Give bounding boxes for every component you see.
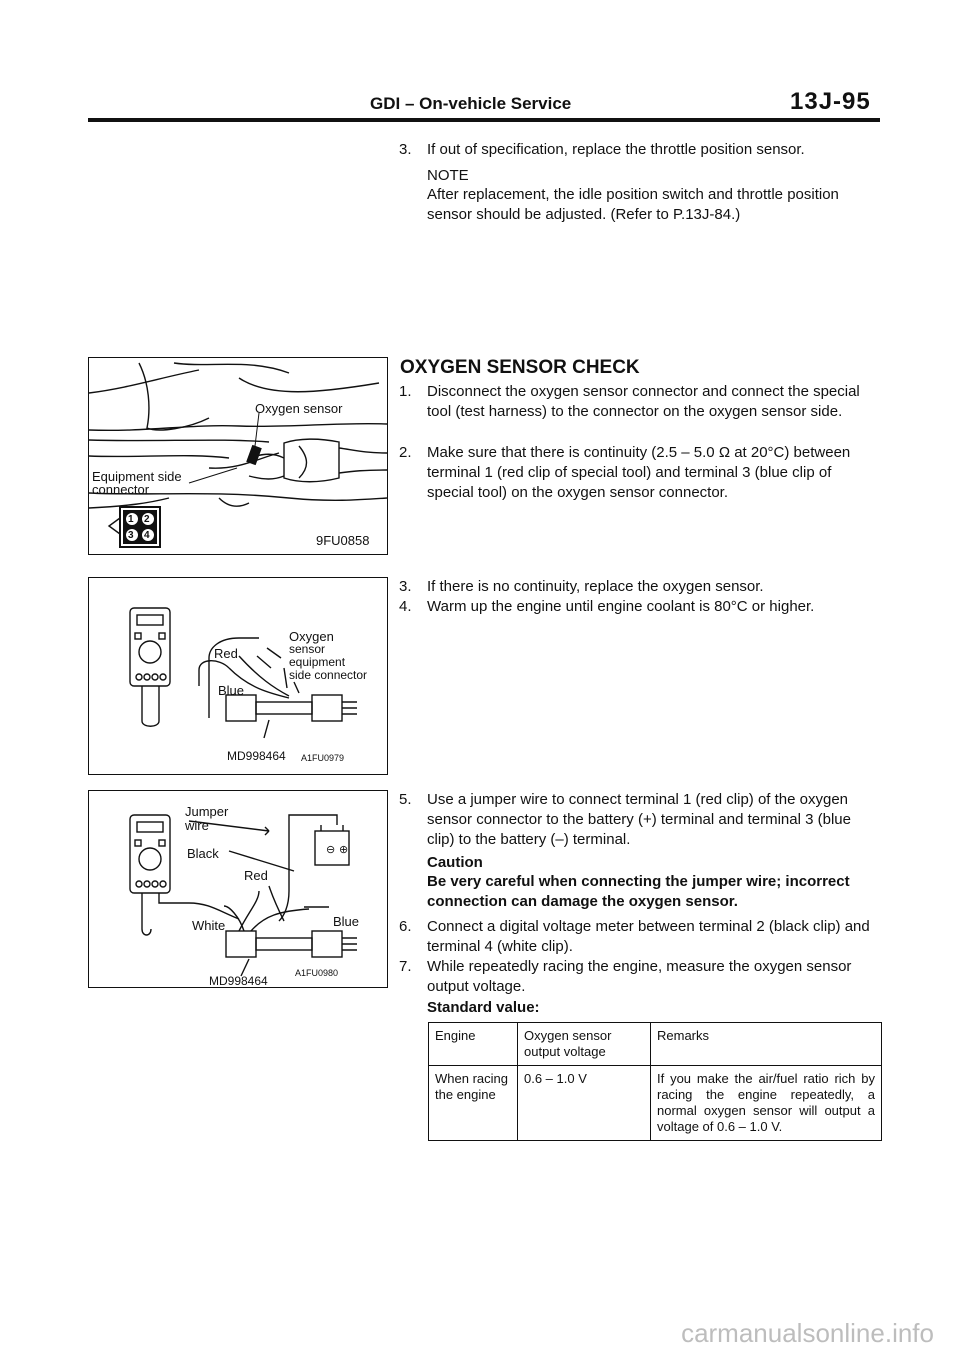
svg-text:⊕: ⊕ (339, 844, 349, 856)
figure-output-voltage-check (88, 790, 388, 988)
fig3-label-wire: wire (185, 818, 209, 833)
table-row (429, 1066, 882, 1141)
terminal-label: 1 (128, 514, 134, 525)
fig2-code: A1FU0979 (301, 753, 345, 763)
step-text: Disconnect the oxygen sensor connector and connect the special tool (test harness) to the connector on the oxygen sensor side. (427, 383, 860, 420)
svg-text:⊖: ⊖ (326, 844, 336, 856)
fig2-label-oxygen: Oxygen (289, 629, 334, 644)
step-5 (399, 790, 882, 850)
terminal-label: 2 (144, 514, 150, 525)
step-7 (399, 957, 882, 997)
step-text: Make sure that there is continuity (2.5 – 5.0 Ω at 20°C) between terminal 1 (red clip of special tool) and terminal 3 (blue clip of special tool) on the oxygen sensor connector. (427, 444, 851, 501)
table-header-cell: Oxygen sensor output voltage (518, 1023, 651, 1066)
fig3-label-black: Black (187, 846, 219, 861)
step-4 (399, 597, 882, 617)
step-number: 7. (399, 958, 412, 975)
caution-label: Caution (427, 854, 483, 871)
step-text: Connect a digital voltage meter between terminal 2 (black clip) and terminal 4 (white clip). (427, 918, 870, 955)
terminal-label: 4 (144, 530, 150, 541)
fig1-connector-label-line2: connector (92, 482, 150, 497)
fig1-connector-label-line1: Equipment side (92, 469, 182, 484)
table-header-row (429, 1023, 882, 1066)
table-cell: If you make the air/fuel ratio rich by racing the engine repeatedly, a normal oxygen sensor will output a voltage of 0.6 – 1.0 V. (651, 1066, 882, 1141)
step-text: Use a jumper wire to connect terminal 1 (red clip) of the oxygen sensor connector to the battery (+) terminal and terminal 3 (blue clip) to the battery (–) terminal. (427, 791, 851, 848)
fig3-label-red: Red (244, 868, 268, 883)
step-number: 3. (399, 578, 412, 595)
fig3-label-white: White (192, 918, 226, 933)
step-6 (399, 917, 882, 957)
table-header-cell: Engine (429, 1023, 518, 1066)
fig2-label-side-connector: side connector (289, 668, 368, 682)
step-number: 6. (399, 918, 412, 935)
step-throttle-replace (399, 140, 882, 160)
step-text: If out of specification, replace the throttle position sensor. (427, 141, 805, 158)
step-text: Warm up the engine until engine coolant is 80°C or higher. (427, 598, 815, 615)
note-text: After replacement, the idle position switch and throttle position sensor should be adjusted. (Refer to P.13J-84.) (427, 186, 839, 223)
step-2 (399, 443, 882, 503)
figure-continuity-check (88, 577, 388, 775)
step-number: 1. (399, 383, 412, 400)
table-header-cell: Remarks (651, 1023, 882, 1066)
fig3-code: A1FU0980 (295, 968, 339, 978)
watermark-text: carmanualsonline.info (681, 1318, 934, 1348)
fig1-sensor-label: Oxygen sensor (255, 401, 343, 416)
fig2-label-sensor: sensor (289, 642, 326, 656)
oxygen-sensor-check-heading: OXYGEN SENSOR CHECK (400, 357, 640, 378)
page-number: 13J-95 (790, 88, 871, 115)
section-title: GDI – On-vehicle Service (370, 94, 572, 113)
fig2-label-blue: Blue (218, 683, 245, 698)
step-number: 3. (399, 141, 412, 158)
fig3-label-blue: Blue (333, 914, 360, 929)
step-number: 2. (399, 444, 412, 461)
step-3 (399, 577, 882, 597)
fig3-tool-number: MD998464 (209, 974, 268, 988)
step-number: 4. (399, 598, 412, 615)
caution-text: Be very careful when connecting the jumper wire; incorrect connection can damage the oxygen sensor. (427, 873, 850, 910)
standard-value-label: Standard value: (427, 999, 540, 1016)
step-text: While repeatedly racing the engine, measure the oxygen sensor output voltage. (427, 958, 852, 995)
terminal-label: 3 (128, 530, 134, 541)
jumper-wire-battery-illustration (89, 791, 387, 987)
figure-oxygen-sensor-location (88, 357, 388, 555)
step-1 (399, 382, 882, 422)
fig1-code: 9FU0858 (316, 533, 370, 548)
standard-value-table (428, 1022, 882, 1141)
fig2-label-equipment: equipment (289, 655, 346, 669)
step-number: 5. (399, 791, 412, 808)
step-text: If there is no continuity, replace the oxygen sensor. (427, 578, 764, 595)
fig2-tool-number: MD998464 (227, 749, 286, 763)
header-rule (88, 118, 880, 122)
table-cell: When racing the engine (429, 1066, 518, 1141)
fig3-label-jumper: Jumper (185, 804, 229, 819)
note-label: NOTE (427, 167, 469, 184)
table-cell: 0.6 – 1.0 V (518, 1066, 651, 1141)
fig2-label-red: Red (214, 646, 238, 661)
